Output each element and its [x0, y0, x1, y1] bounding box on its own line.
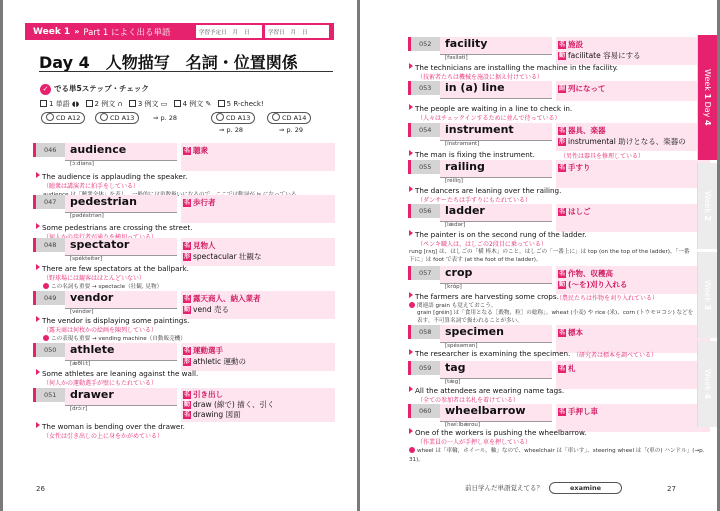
- entry-pronunciation: [spésəmən]: [445, 343, 478, 349]
- cd-track-a13: [95, 112, 139, 124]
- entry-word: specimen: [445, 325, 504, 338]
- entry-meaning: [183, 145, 208, 156]
- entry-pronunciation: [tǽg]: [445, 379, 461, 385]
- day-label: 日: [302, 29, 308, 36]
- page-number: 26: [36, 485, 45, 493]
- entry-meaning: [558, 268, 627, 290]
- noun-tag: 名: [559, 164, 566, 171]
- example-sentence: One of the workers is pushing the wheelbarrow.: [409, 428, 586, 437]
- page-ref-2: ⇒ p. 28: [219, 126, 244, 134]
- meaning-box: [556, 361, 710, 389]
- meaning-text: はしご: [568, 207, 591, 216]
- entry-word: ladder: [445, 204, 485, 217]
- cd-label: CD A12: [56, 114, 81, 122]
- tab-day-label: Day: [703, 101, 712, 118]
- meaning-text: 作物、収穫高: [568, 269, 614, 278]
- entry-meaning: [558, 125, 686, 147]
- noun-tag: 名: [559, 408, 566, 415]
- entry-pronunciation: [pədéstriən]: [70, 213, 104, 219]
- meaning-text: 聴衆: [193, 146, 209, 155]
- noun-tag: 名: [559, 329, 566, 336]
- noun-tag: 名: [184, 391, 191, 398]
- study-date-box: [265, 25, 329, 38]
- page-ref-1: ⇒ p. 28: [153, 114, 178, 122]
- vocab-entry: [33, 386, 335, 426]
- noun-tag: 名: [559, 208, 566, 215]
- entry-meaning: [558, 39, 641, 61]
- entry-pronunciation: [drɔ́:r]: [70, 406, 88, 412]
- tab-week-label: Week: [703, 69, 712, 92]
- cd-label: CD A14: [282, 114, 307, 122]
- noun-tag: 名: [559, 270, 566, 277]
- example-sentence: The farmers are harvesting some crops.: [409, 292, 559, 301]
- note-text: wheel は「車輪，ホイール，軸」なので、wheelchair は「車いす」、steering wheel は「(車の) ハンドル」(→p.: [417, 448, 705, 454]
- tab-week-number: 2: [703, 215, 712, 222]
- step-4-label: 4 例文: [182, 100, 204, 108]
- entry-word: wheelbarrow: [445, 404, 526, 417]
- note-text: この表現も重要 → vending machine（自動販売機）: [51, 336, 186, 342]
- step-1-label: 1 単語: [49, 100, 70, 108]
- day-label: 日: [244, 29, 250, 36]
- step-3-label: 3 例文: [137, 100, 159, 108]
- month-label: 月: [290, 29, 297, 36]
- tab-week-number: 3: [703, 304, 712, 311]
- entry-number: 048: [33, 238, 65, 252]
- entry-pronunciation: [ínstrəmənt]: [445, 141, 480, 147]
- example-translation: （技術者たちは機械を施設に据え付けている）: [417, 74, 544, 81]
- entry-word: spectator: [70, 238, 130, 251]
- meaning-text: 器具、楽器: [568, 126, 606, 135]
- example-translation: （農民たちは作物を刈り入れている）: [556, 295, 659, 302]
- entry-word: athlete: [70, 343, 115, 356]
- adjective-tag: 形: [184, 253, 191, 260]
- cd-icon: [100, 113, 108, 121]
- cd-track-a13b: [211, 112, 255, 124]
- meaning-text: 引き出し: [193, 390, 224, 399]
- example-translation: （露天商は何枚かの絵画を陳列している）: [43, 327, 158, 334]
- example-sentence: The people are waiting in a line to check in.: [409, 104, 572, 113]
- tab-week-label: Week: [703, 368, 712, 391]
- entry-number: 058: [408, 325, 440, 339]
- entry-word: in (a) line: [445, 81, 505, 94]
- meaning-text: 手押し車: [568, 407, 599, 416]
- related-word: spectacular 壮観な: [193, 252, 262, 261]
- meaning-text: 列になって: [568, 84, 606, 93]
- speaker-icon: ◖◗: [71, 100, 80, 108]
- meaning-text: 歩行者: [193, 198, 216, 207]
- step-5-label: 5 R-check!: [226, 100, 264, 108]
- related-word: vend 売る: [193, 305, 229, 314]
- entry-number: 046: [33, 143, 65, 157]
- example-sentence: All the attendees are wearing name tags.: [409, 386, 564, 395]
- entry-number: 050: [33, 343, 65, 357]
- tab-week-1[interactable]: [697, 35, 717, 160]
- example-sentence: The researcher is examining the specimen.: [409, 349, 570, 358]
- cd-icon: [272, 113, 280, 121]
- entry-meaning: [558, 406, 598, 417]
- noun-tag: 名: [184, 347, 191, 354]
- entry-number: 052: [408, 37, 440, 51]
- verb-tag: 動: [184, 306, 191, 313]
- tab-week-label: Week: [703, 190, 712, 213]
- usage-note: [409, 301, 496, 309]
- related-word: drawing 図面: [193, 410, 241, 419]
- meaning-text: 運動選手: [193, 346, 224, 355]
- entry-meaning: [183, 345, 246, 367]
- noun-tag: 名: [184, 199, 191, 206]
- entry-number: 054: [408, 123, 440, 137]
- noun-tag: 名: [559, 41, 566, 48]
- noun-tag: 名: [184, 147, 191, 154]
- page-ref-3: ⇒ p. 29: [279, 126, 304, 134]
- example-sentence: Some athletes are leaning against the wall.: [36, 369, 198, 378]
- step-2-checkbox[interactable]: [86, 100, 93, 107]
- example-sentence: There are few spectators at the ballpark.: [36, 264, 189, 273]
- entry-number: 060: [408, 404, 440, 418]
- verb-tag: 動: [559, 281, 566, 288]
- vocab-entry: [33, 193, 335, 227]
- week-header: [25, 23, 334, 40]
- entry-number: 059: [408, 361, 440, 375]
- adjective-tag: 形: [184, 358, 191, 365]
- tab-week-label: Week: [703, 279, 712, 302]
- noun-tag: 名: [184, 411, 191, 418]
- entry-number: 053: [408, 81, 440, 95]
- example-sentence: The dancers are leaning over the railing.: [409, 186, 561, 195]
- week-side-tabs: [697, 0, 717, 511]
- vocab-entry: [408, 79, 710, 105]
- step-2-label: 2 例文: [94, 100, 116, 108]
- note-text: この名詞も重要 → spectacle（壮観, 見物）: [51, 284, 163, 290]
- entry-meaning: [558, 162, 591, 173]
- pencil-icon: ✎: [205, 100, 212, 108]
- entry-number: 055: [408, 160, 440, 174]
- tab-week-number: 1: [703, 93, 712, 100]
- example-translation: （全ての参加者は名札を着けている）: [417, 397, 520, 404]
- title-divider: [39, 71, 333, 72]
- usage-note-detail: grain [gréin] は「食用となる［穀物，粒］の総称」。wheat (小麦) や rice (米)、corn (トウモロコシ) などを表す。不可算名詞で扱われることが多い。: [417, 310, 694, 324]
- meaning-text: 標本: [568, 328, 584, 337]
- entry-word: vendor: [70, 291, 114, 304]
- part-label: Part 1 によく出る単語: [83, 27, 171, 38]
- headphones-icon: ∩: [117, 100, 123, 108]
- entry-meaning: [558, 206, 591, 217]
- note-bullet-icon: [409, 302, 415, 308]
- entry-word: pedestrian: [70, 195, 137, 208]
- cd-label: CD A13: [226, 114, 251, 122]
- related-word: instrumental 助けとなる、楽器の: [568, 137, 686, 146]
- related-word: athletic 運動の: [193, 357, 247, 366]
- study-date-label: 学習日: [268, 29, 285, 36]
- entry-pronunciation: [réiliŋ]: [445, 178, 463, 184]
- entry-pronunciation: [spékteitər]: [70, 256, 103, 262]
- entry-number: 049: [33, 291, 65, 305]
- adjective-tag: 形: [559, 138, 566, 145]
- entry-meaning: [183, 390, 275, 420]
- entry-number: 047: [33, 195, 65, 209]
- vocab-entry: [33, 141, 335, 175]
- tab-week-2[interactable]: [697, 163, 717, 249]
- entry-pronunciation: [véndər]: [70, 309, 94, 315]
- cd-icon: [216, 113, 224, 121]
- phrase-tag: 副: [559, 85, 566, 92]
- entry-pronunciation: [hwí:lbæ̀rou]: [445, 422, 481, 428]
- right-page: [360, 0, 717, 511]
- tab-day-number: 4: [703, 120, 712, 126]
- example-translation: （野球場には観客はほとんどいない）: [43, 275, 146, 282]
- verb-tag: 動: [559, 52, 566, 59]
- usage-note: rung [rʌŋ] は、はしごの「横 棒木」のこと。はしごの「一番上に」は top (on the top of the ladder)、「一番下に」は foot で表す (at the foot of the ladder)。: [409, 249, 690, 263]
- step-1-checkbox[interactable]: [40, 100, 47, 107]
- entry-pronunciation: [lǽdər]: [445, 222, 466, 228]
- tab-week-number: 4: [703, 393, 712, 400]
- left-page: [3, 0, 357, 511]
- meaning-text: 手すり: [568, 163, 591, 172]
- usage-note: [409, 446, 705, 454]
- verb-tag: 動: [184, 401, 191, 408]
- tab-week-3[interactable]: [697, 252, 717, 338]
- example-translation: （研究者は標本を調べている）: [573, 352, 658, 359]
- noun-tag: 名: [559, 365, 566, 372]
- example-translation: （ペンキ職人は、はしごの2段目に乗っている）: [417, 241, 547, 248]
- example-sentence: The vendor is displaying some paintings.: [36, 316, 189, 325]
- related-word: (～を)刈り入れる: [568, 280, 628, 289]
- meaning-text: 見物人: [193, 241, 216, 250]
- page-title: Day 4 人物描写 名詞・位置関係: [39, 53, 298, 72]
- entry-number: 057: [408, 266, 440, 280]
- example-translation: （作業員の一人が手押し車を押している）: [417, 439, 532, 446]
- entry-word: crop: [445, 266, 473, 279]
- entry-meaning: [558, 363, 576, 374]
- noun-tag: 名: [559, 127, 566, 134]
- review-quiz: [465, 482, 622, 494]
- example-sentence: Some pedestrians are crossing the street.: [36, 223, 192, 232]
- noun-tag: 名: [184, 295, 191, 302]
- entry-word: facility: [445, 37, 488, 50]
- example-sentence: The audience is applauding the speaker.: [36, 172, 187, 181]
- step-check-heading: [40, 83, 149, 95]
- entry-meaning: [183, 197, 216, 208]
- meaning-text: 露天商人、納入業者: [193, 294, 261, 303]
- entry-number: 051: [33, 388, 65, 402]
- step-5-checkbox[interactable]: [218, 100, 225, 107]
- example-sentence: The woman is bending over the drawer.: [36, 422, 185, 431]
- tab-week-4[interactable]: [697, 341, 717, 427]
- month-label: 月: [232, 29, 239, 36]
- step-3-checkbox[interactable]: [129, 100, 136, 107]
- entry-word: audience: [70, 143, 127, 156]
- related-word: facilitate 容易にする: [568, 51, 641, 60]
- cd-icon: [46, 113, 54, 121]
- entry-word: tag: [445, 361, 466, 374]
- usage-note-detail: 31)。: [409, 457, 424, 463]
- step-checklist: [40, 99, 264, 109]
- related-word: draw (線で) 描く、引く: [193, 400, 275, 409]
- chevron-icon: »: [74, 27, 80, 36]
- entry-word: instrument: [445, 123, 514, 136]
- page-number: 27: [667, 485, 676, 493]
- meaning-text: 札: [568, 364, 576, 373]
- example-translation: （人々はチェックインするために並んで待っている）: [417, 115, 561, 122]
- entry-meaning: [183, 240, 261, 262]
- example-translation: （女性は引き出しの上に身をかがめている）: [43, 433, 164, 440]
- example-sentence: The technicians are installing the machine in the facility.: [409, 63, 618, 72]
- check-icon: ✓: [40, 84, 51, 95]
- entry-pronunciation: [krɑ́p]: [445, 284, 462, 290]
- week-label: Week 1: [33, 26, 71, 37]
- step-4-checkbox[interactable]: [174, 100, 181, 107]
- example-translation: （ダンサーたちは手すりにもたれている）: [417, 197, 532, 204]
- quiz-label: 前日学んだ単語覚えてる？: [465, 484, 543, 492]
- book-icon: ▭: [160, 100, 168, 108]
- step-check-label: でる単5ステップ・チェック: [54, 84, 149, 93]
- entry-pronunciation: [ǽθli:t]: [70, 361, 91, 367]
- planned-date-label: 学習予定日: [199, 29, 227, 36]
- quiz-word: examine: [549, 482, 622, 494]
- note-bullet-icon: [409, 447, 415, 453]
- entry-pronunciation: [ɔ́:diəns]: [70, 161, 94, 167]
- entry-word: railing: [445, 160, 485, 173]
- entry-meaning: [558, 327, 583, 338]
- cd-track-a12: [41, 112, 85, 124]
- example-translation: （男性は器具を修理している）: [560, 153, 645, 160]
- entry-number: 056: [408, 204, 440, 218]
- noun-tag: 名: [184, 242, 191, 249]
- planned-date-box: [196, 25, 262, 38]
- example-sentence: The painter is on the second rung of the ladder.: [409, 230, 587, 239]
- entry-pronunciation: [fəsíləti]: [445, 55, 468, 61]
- entry-meaning: [183, 293, 261, 315]
- example-translation: （何人かの運動選手が壁にもたれている）: [43, 380, 158, 387]
- entry-word: drawer: [70, 388, 114, 401]
- note-text: 関連語 grain も覚えておこう。: [417, 303, 497, 309]
- cd-label: CD A13: [110, 114, 135, 122]
- example-sentence: The man is fixing the instrument.: [409, 150, 535, 159]
- cd-track-a14: [267, 112, 311, 124]
- meaning-text: 施設: [568, 40, 584, 49]
- example-translation: （聴衆は講演者に拍手をしている）: [43, 183, 140, 190]
- entry-meaning: [558, 83, 606, 94]
